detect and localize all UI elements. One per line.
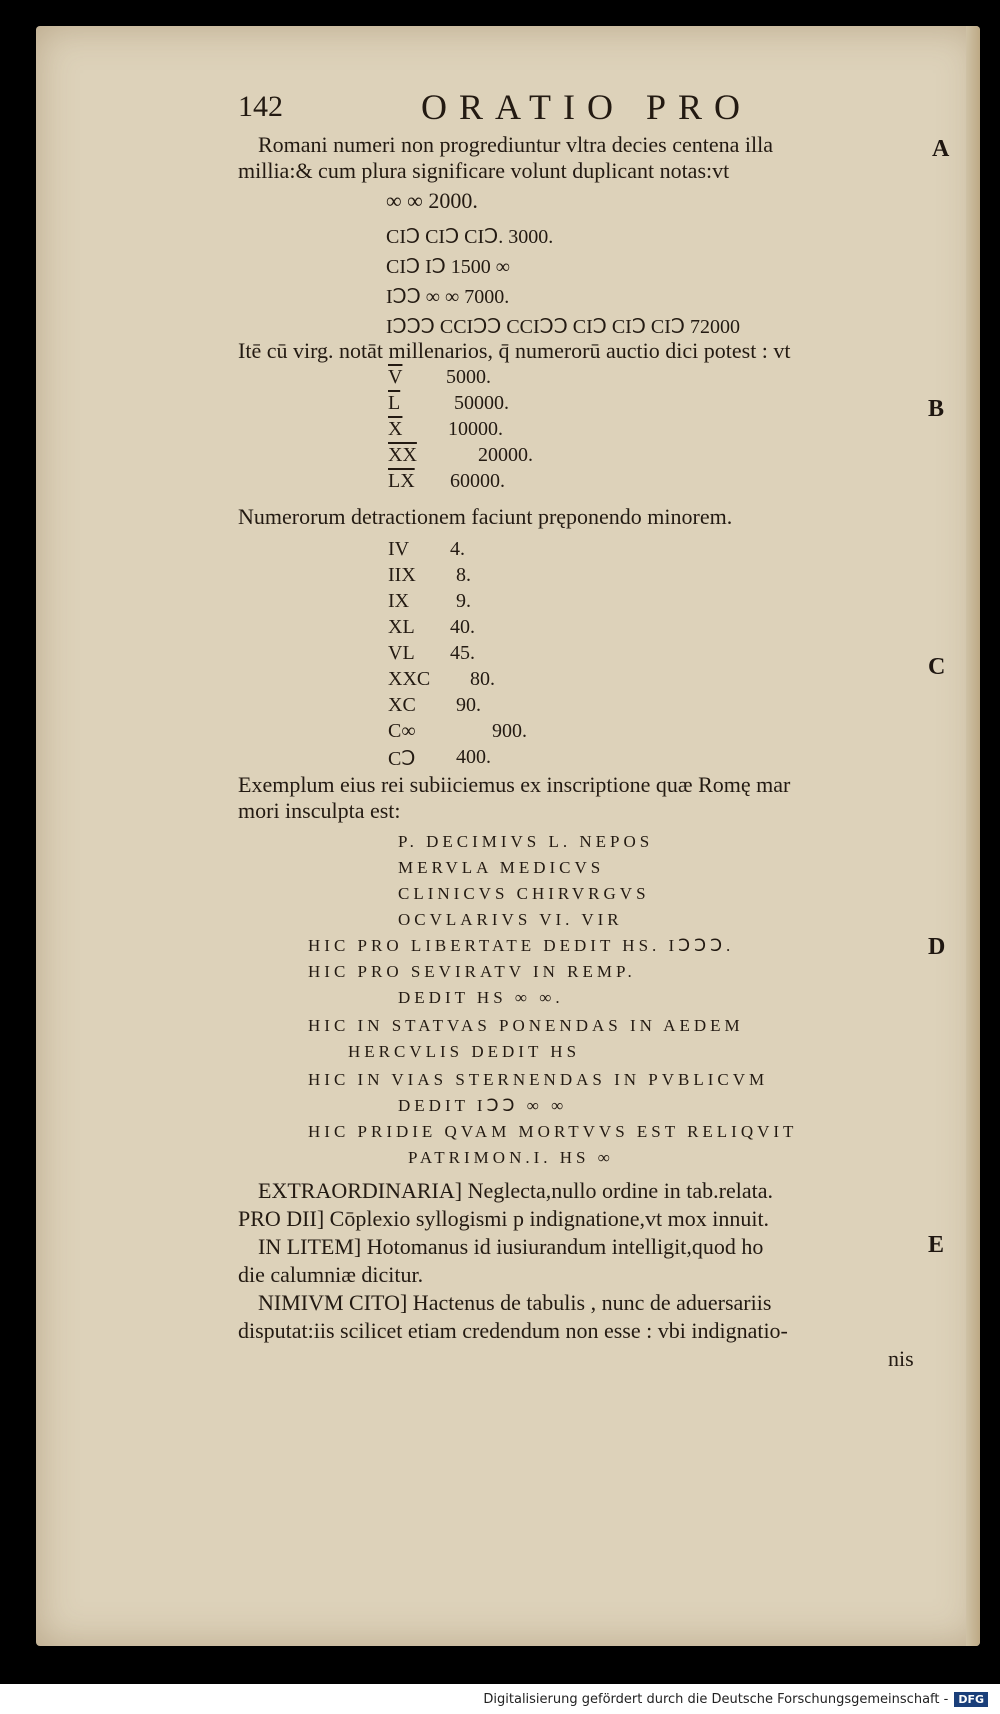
text-line: mori insculpta est:	[238, 798, 401, 823]
margin-letter: C	[928, 654, 946, 680]
page-edge	[966, 26, 980, 1646]
roman-numeral: IIX	[388, 564, 416, 586]
text-line: 20000.	[478, 444, 533, 466]
text-line: NIMIVM CITO] Hactenus de tabulis , nunc de aduersariis	[258, 1290, 772, 1315]
text-line: EXTRAORDINARIA] Neglecta,nullo ordine in tab.relata.	[258, 1178, 774, 1203]
roman-numeral: C∞	[388, 720, 416, 742]
roman-numeral: XC	[388, 694, 416, 716]
text-line: 9.	[456, 590, 471, 612]
text-line: CIↃ CIↃ CIↃ. 3000.	[386, 226, 554, 248]
text-line: disputat:iis scilicet etiam credendum non esse : vbi indignatio-	[238, 1318, 788, 1343]
text-line: millia:& cum plura significare volunt duplicant notas:vt	[238, 158, 730, 183]
roman-overbar: $\overline{X}$	[388, 418, 403, 440]
inscription-line: HIC PRO SEVIRATV IN REMP.	[308, 962, 636, 981]
roman-overbar: $\overline{LX}$	[388, 470, 415, 492]
text-line: ∞ ∞ 2000.	[386, 188, 478, 213]
text-line: CIↃ IↃ 1500 ∞	[386, 256, 511, 278]
roman-numeral: CↃ	[388, 748, 416, 770]
text-line: PRO DII] Cōplexio syllogismi p indignatione,vt mox innuit.	[238, 1206, 770, 1231]
inscription-line: HIC PRO LIBERTATE DEDIT HS. IↃↃↃ.	[308, 936, 735, 955]
inscription-line: MERVLA MEDICVS	[398, 858, 605, 877]
roman-numeral: XL	[388, 616, 415, 638]
text-line: die calumniæ dicitur.	[238, 1262, 424, 1287]
margin-letter: E	[928, 1232, 945, 1258]
text-line: 8.	[456, 564, 471, 586]
text-line: 5000.	[446, 366, 491, 388]
text-line: Numerorum detractionem faciunt pręponendo minorem.	[238, 504, 733, 529]
footer-credit: Digitalisierung gefördert durch die Deutsche Forschungsgemeinschaft -	[483, 1691, 949, 1707]
roman-numeral: IX	[388, 590, 410, 612]
roman-numeral: VL	[388, 642, 415, 664]
roman-overbar: $\overline{XX}$	[388, 444, 417, 466]
catchword: nis	[888, 1346, 914, 1371]
text-line: 40.	[450, 616, 475, 638]
roman-numeral: IV	[388, 538, 410, 560]
text-line: Itē cū virg. notāt millenarios, q̄ numerorū auctio dici potest : vt	[238, 338, 791, 363]
roman-numeral: XXC	[388, 668, 431, 690]
roman-overbar: $\overline{V}$	[388, 366, 403, 388]
text-line: Romani numeri non progrediuntur vltra decies centena illa	[258, 132, 774, 157]
inscription-line: PATRIMON.I. HS ∞	[408, 1148, 614, 1167]
inscription-line: P. DECIMIVS L. NEPOS	[398, 832, 654, 851]
text-line: 60000.	[450, 470, 505, 492]
inscription-line: OCVLARIVS VI. VIR	[398, 910, 623, 929]
text-line: 45.	[450, 642, 475, 664]
text-line: IↃↃↃ CCIↃↃ CCIↃↃ CIↃ CIↃ CIↃ 72000	[386, 316, 740, 338]
text-line: 90.	[456, 694, 481, 716]
inscription-line: DEDIT IↃↃ ∞ ∞	[398, 1096, 568, 1115]
inscription-line: CLINICVS CHIRVRGVS	[398, 884, 650, 903]
running-title: ORATIO PRO	[421, 87, 753, 127]
text-line: 4.	[450, 538, 465, 560]
text-line: IↃↃ ∞ ∞ 7000.	[386, 286, 510, 308]
text-line: 900.	[492, 720, 527, 742]
margin-letter: B	[928, 396, 945, 422]
text-line: 50000.	[454, 392, 509, 414]
margin-letter: D	[928, 934, 946, 960]
inscription-line: HERCVLIS DEDIT HS	[348, 1042, 581, 1061]
page-number: 142	[238, 90, 283, 123]
text-line: 400.	[456, 746, 491, 768]
text-line: 10000.	[448, 418, 503, 440]
document-page	[36, 26, 980, 1646]
dfg-logo: DFG	[954, 1692, 988, 1707]
margin-letter: A	[932, 136, 950, 162]
footer-credit-bar	[0, 1684, 1000, 1714]
inscription-line: HIC IN VIAS STERNENDAS IN PVBLICVM	[308, 1070, 769, 1089]
text-line: Exemplum eius rei subiiciemus ex inscriptione quæ Romę mar	[238, 772, 791, 797]
roman-overbar: $\overline{L}$	[388, 392, 401, 414]
text-line: IN LITEM] Hotomanus id iusiurandum intelligit,quod ho	[258, 1234, 764, 1259]
inscription-line: HIC IN STATVAS PONENDAS IN AEDEM	[308, 1016, 744, 1035]
inscription-line: HIC PRIDIE QVAM MORTVVS EST RELIQVIT	[308, 1122, 798, 1141]
text-line: 80.	[470, 668, 495, 690]
inscription-line: DEDIT HS ∞ ∞.	[398, 988, 564, 1007]
